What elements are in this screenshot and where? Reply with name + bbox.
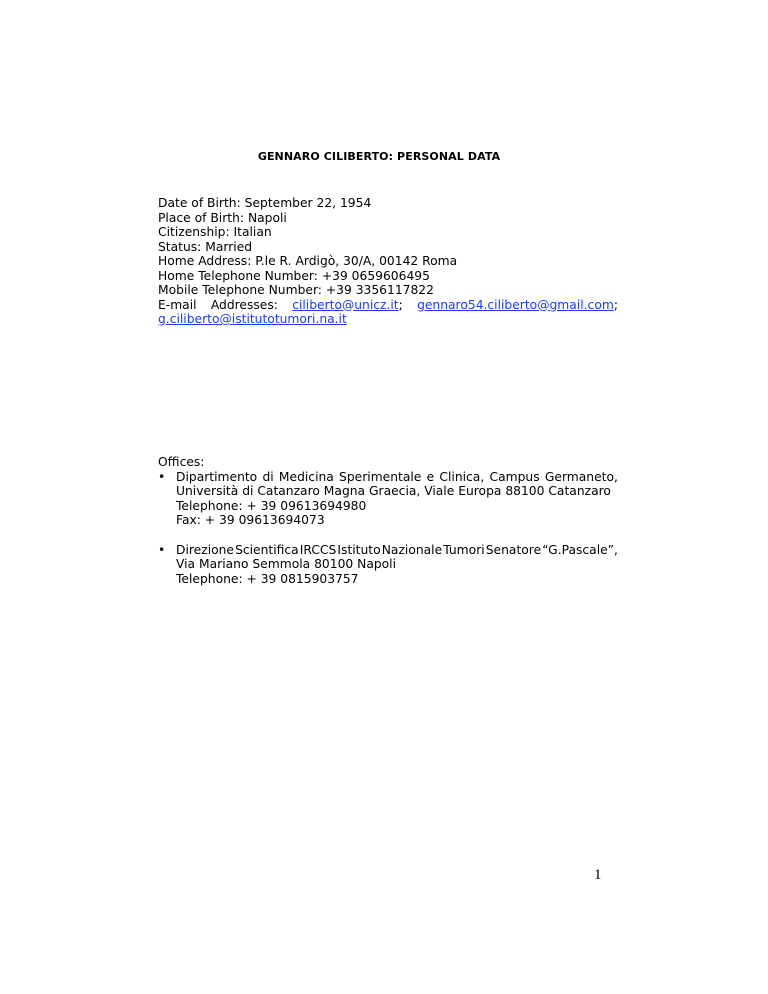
- office-1-word: di: [262, 469, 274, 484]
- office-item-catanzaro: [158, 470, 618, 528]
- separator: ;: [398, 297, 403, 312]
- email-link-istitutotumori[interactable]: g.ciliberto@istitutotumori.na.it: [158, 312, 347, 326]
- office-1-line-1: [176, 470, 618, 485]
- home-address: Home Address: P.le R. Ardigò, 30/A, 00142 Roma: [158, 254, 458, 268]
- personal-data-block: [158, 196, 618, 327]
- office-2-telephone: Telephone: + 39 0815903757: [176, 571, 359, 586]
- office-1-telephone: Telephone: + 39 09613694980: [176, 498, 367, 513]
- office-1-word: Sperimentale: [339, 469, 422, 484]
- email-third-line: [158, 312, 618, 327]
- office-2-line-1: [176, 543, 618, 558]
- spacer: [158, 528, 618, 543]
- email-link-gmail[interactable]: gennaro54.ciliberto@gmail.com: [417, 297, 614, 312]
- office-2-word: Istituto: [337, 542, 381, 557]
- separator: ;: [613, 297, 618, 312]
- office-2-line-2: Via Mariano Semmola 80100 Napoli: [176, 557, 397, 571]
- email-gmail-group: [417, 298, 618, 313]
- office-2-word: Nazionale: [381, 542, 443, 557]
- office-1-word: Medicina: [278, 469, 334, 484]
- home-telephone: Home Telephone Number: +39 0659606495: [158, 268, 430, 283]
- office-1-word: e: [426, 469, 435, 484]
- offices-block: [158, 455, 618, 586]
- bullet-icon: •: [158, 542, 166, 557]
- marital-status: Status: Married: [158, 239, 253, 254]
- date-of-birth: Date of Birth: September 22, 1954: [158, 196, 372, 210]
- email-label-word-2: Addresses:: [210, 297, 278, 312]
- office-item-napoli: [158, 543, 618, 587]
- email-link-unicz[interactable]: ciliberto@unicz.it: [292, 297, 399, 312]
- office-1-word: Campus: [489, 469, 540, 484]
- office-1-line-2: Università di Catanzaro Magna Graecia, Viale Europa 88100 Catanzaro: [176, 484, 611, 498]
- citizenship: Citizenship: Italian: [158, 225, 272, 239]
- office-2-word: Senatore: [485, 542, 542, 557]
- office-2-word: IRCCS: [299, 542, 337, 557]
- office-2-word: Scientifica: [235, 542, 299, 557]
- office-1-word: Dipartimento: [176, 469, 258, 484]
- email-unicz-group: [292, 298, 403, 313]
- office-1-fax: Fax: + 39 09613694073: [176, 513, 325, 527]
- place-of-birth: Place of Birth: Napoli: [158, 210, 287, 225]
- office-2-word: Tumori: [443, 542, 485, 557]
- document-title: GENNARO CILIBERTO: PERSONAL DATA: [257, 150, 501, 163]
- bullet-icon: •: [158, 469, 166, 484]
- email-addresses-line: [158, 298, 618, 313]
- offices-heading: Offices:: [158, 455, 205, 469]
- office-1-word: Germaneto,: [544, 469, 618, 484]
- office-2-word: “G.Pascale”,: [542, 542, 618, 557]
- mobile-telephone: Mobile Telephone Number: +39 3356117822: [158, 283, 434, 297]
- page-number: 1: [594, 867, 602, 883]
- email-label-word-1: E-mail: [158, 297, 197, 312]
- office-2-word: Direzione: [176, 542, 234, 557]
- office-1-word: Clinica,: [439, 469, 485, 484]
